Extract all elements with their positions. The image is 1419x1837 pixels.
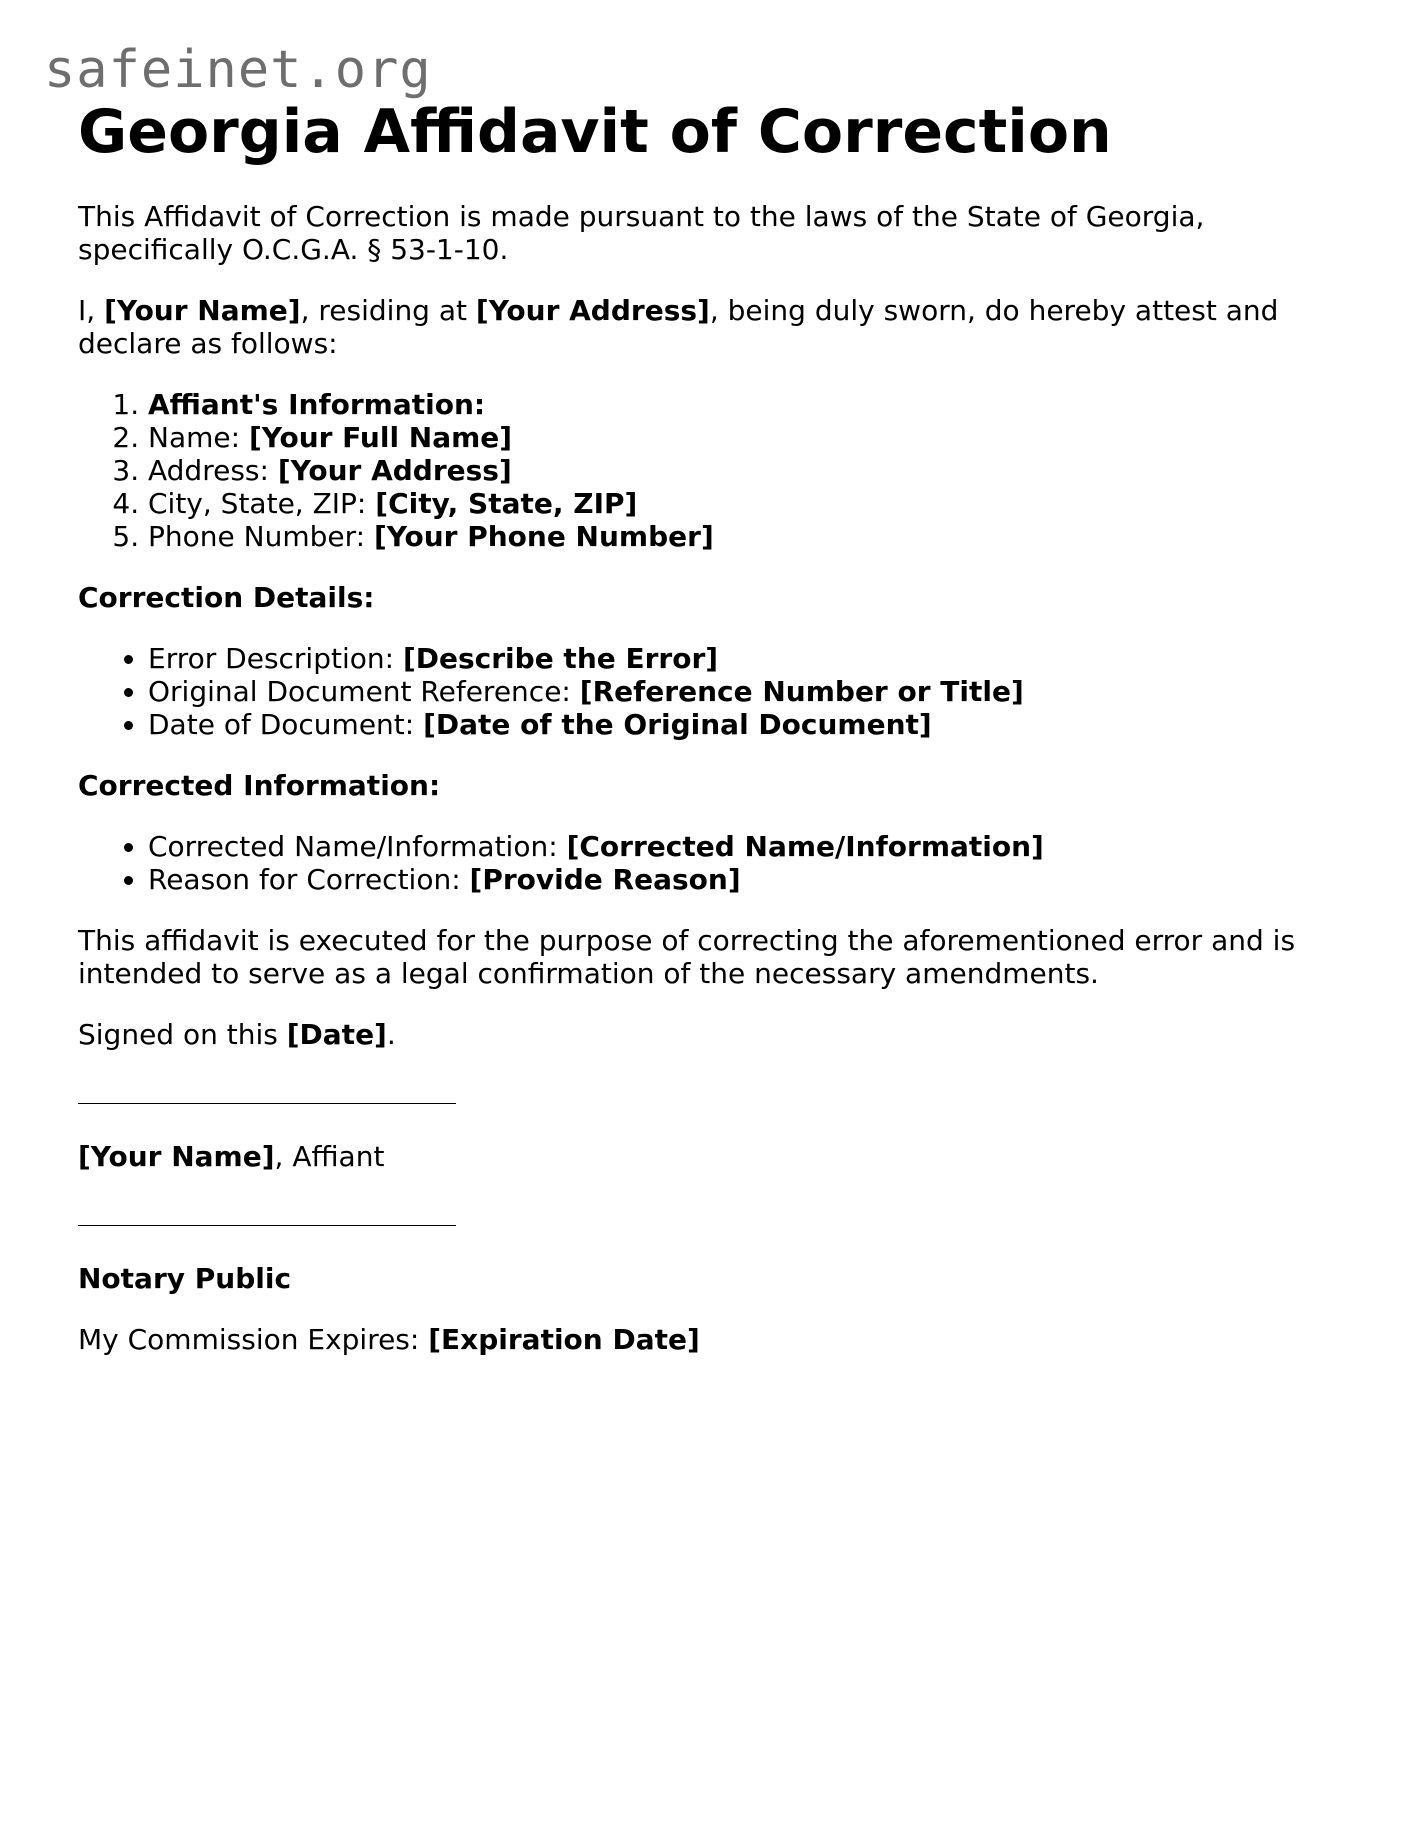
notary-signature-line[interactable] (78, 1193, 456, 1226)
closing-paragraph: This affidavit is executed for the purpose of correcting the aforementioned error and is intended to serve as a legal confirmation of the necessary amendments. (78, 924, 1296, 990)
item-value: [Your Full Name] (248, 421, 513, 454)
item-label: Phone Number: (148, 520, 374, 553)
intro-paragraph: This Affidavit of Correction is made pursuant to the laws of the State of Georgia, specifically O.C.G.A. § 53-1-10. (78, 200, 1205, 266)
item-label: Reason for Correction: (148, 863, 470, 896)
correction-details-list (78, 642, 1338, 741)
statement-paragraph (78, 294, 1338, 360)
list-item (148, 520, 1338, 553)
signed-suffix: . (386, 1018, 396, 1051)
item-label: Address: (148, 454, 278, 487)
statement-name: [Your Name] (104, 294, 301, 327)
list-item (148, 830, 1338, 863)
item-value: [City, State, ZIP] (375, 487, 638, 520)
notary-title: Notary Public (78, 1262, 292, 1295)
item-label: Corrected Name/Information: (148, 830, 567, 863)
item-label: Date of Document: (148, 708, 424, 741)
watermark: safeinet.org (44, 40, 432, 100)
list-item (148, 454, 1338, 487)
item-value: [Corrected Name/Information] (566, 830, 1044, 863)
statement-prefix: I, (78, 294, 105, 327)
affiant-info-list (78, 388, 1338, 553)
affiant-role: , Affiant (274, 1140, 385, 1173)
item-value: [Your Address] (277, 454, 512, 487)
commission-value: [Expiration Date] (428, 1323, 700, 1356)
affiant-signature-line[interactable] (78, 1071, 456, 1104)
document-body (78, 92, 1338, 1356)
item-label: Error Description: (148, 642, 403, 675)
signed-date: [Date] (286, 1018, 387, 1051)
correction-details-heading: Correction Details: (78, 581, 375, 614)
list-item (148, 708, 1338, 741)
corrected-information-heading: Corrected Information: (78, 769, 441, 802)
list-item (148, 642, 1338, 675)
corrected-information-list (78, 830, 1338, 896)
statement-suffix: , being duly sworn, do hereby attest and declare as follows: (78, 294, 1279, 360)
signed-date-line (78, 1018, 1338, 1051)
affiant-signature-caption (78, 1140, 1338, 1173)
list-item (148, 863, 1338, 896)
item-value: [Date of the Original Document] (423, 708, 932, 741)
item-label: Name: (148, 421, 249, 454)
signed-prefix: Signed on this (78, 1018, 287, 1051)
item-value: [Provide Reason] (469, 863, 741, 896)
item-label: City, State, ZIP: (148, 487, 376, 520)
page-title: Georgia Affidavit of Correction (78, 97, 1112, 167)
item-label: Original Document Reference: (148, 675, 580, 708)
item-value: [Describe the Error] (402, 642, 719, 675)
affiant-info-heading: Affiant's Information: (148, 388, 486, 421)
list-item (148, 421, 1338, 454)
statement-mid: , residing at (300, 294, 476, 327)
list-item (148, 675, 1338, 708)
statement-address: [Your Address] (475, 294, 710, 327)
item-value: [Reference Number or Title] (579, 675, 1024, 708)
list-item (148, 388, 1338, 421)
commission-label: My Commission Expires: (78, 1323, 429, 1356)
item-value: [Your Phone Number] (373, 520, 714, 553)
commission-line (78, 1323, 1338, 1356)
list-item (148, 487, 1338, 520)
affiant-name: [Your Name] (78, 1140, 275, 1173)
